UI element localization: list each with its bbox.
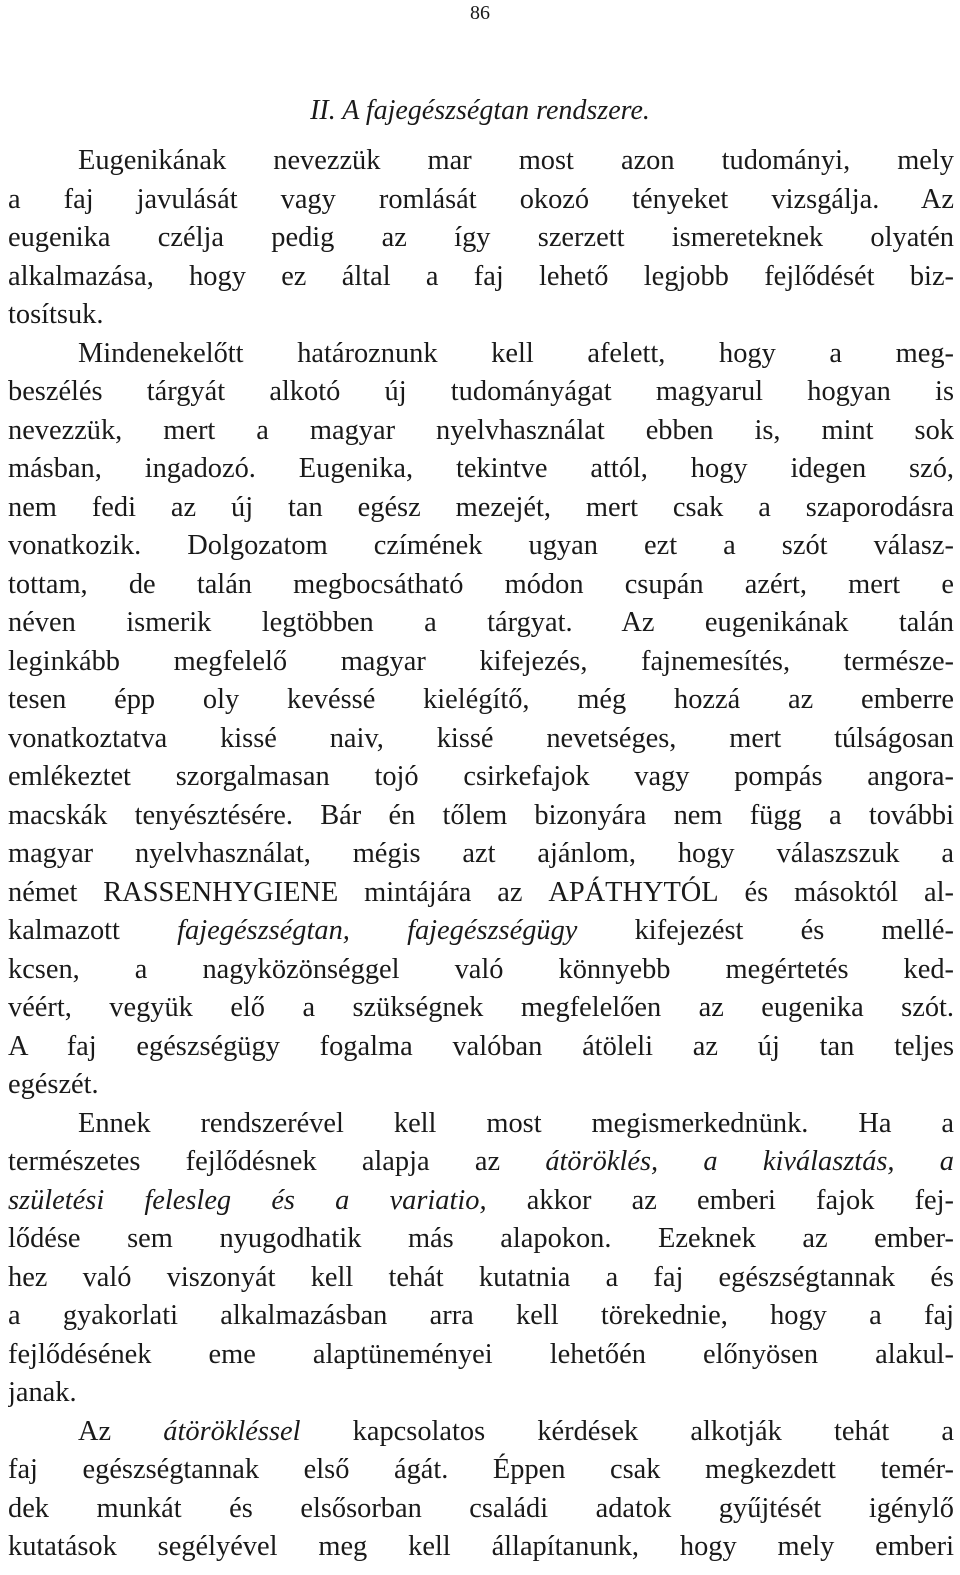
text-span: másban, ingadozó. Eugenika, tekintve attól, hogy idegen szó,: [8, 453, 954, 484]
text-line: [8, 1259, 954, 1298]
text-span: kutatások segélyével meg kell állapítanunk, hogy mely emberi: [8, 1531, 954, 1562]
text-span: kcsen, a nagyközönséggel való könnyebb megértetés ked-: [8, 953, 954, 985]
text-span: Ennek rendszerével kell most megismerkednünk. Ha a: [78, 1107, 954, 1139]
text-line: [8, 1528, 954, 1567]
text-span: természetes fejlődésnek alapja az: [8, 1146, 546, 1177]
text-line: [8, 643, 954, 682]
text-line: [8, 681, 954, 720]
text-span: vonatkoztatva kissé naiv, kissé nevetséges, mert túlságosan: [8, 722, 954, 754]
text-span: Eugenikának nevezzük mar most azon tudományi, mely: [78, 145, 954, 176]
text-span: kalmazott: [8, 915, 178, 946]
text-line: [8, 951, 954, 990]
small-caps-name: APÁTHYTÓL: [548, 876, 719, 908]
italic-term: fajegészségtan, fajegészségügy: [177, 915, 578, 946]
text-span: Az: [78, 1415, 164, 1447]
text-line: [8, 450, 954, 489]
text-line: [8, 835, 954, 874]
text-line: [8, 1451, 954, 1490]
text-span: a faj javulását vagy romlását okozó tényeket vizsgálja. Az: [8, 183, 954, 215]
text-line: [8, 373, 954, 412]
text-line: [8, 335, 954, 374]
text-span: fejlődésének eme alaptüneményei lehetőén előnyösen alakul-: [8, 1338, 954, 1370]
text-line: [8, 527, 954, 566]
small-caps-name: RASSENHYGIENE: [103, 876, 339, 908]
text-line: [8, 412, 954, 451]
text-line: [8, 1066, 954, 1105]
text-span: akkor az emberi fajok fej-: [486, 1184, 954, 1216]
text-span: tesen épp oly kevéssé kielégítő, még hozzá az emberre: [8, 684, 954, 715]
text-span: Mindenekelőtt határoznunk kell afelett, hogy a meg-: [78, 337, 954, 369]
text-span: a gyakorlati alkalmazásban arra kell törekednie, hogy a faj: [8, 1300, 954, 1331]
italic-term: születési felesleg és a variatio,: [8, 1184, 487, 1216]
text-line: [8, 1182, 954, 1221]
text-span: egészét.: [8, 1069, 99, 1100]
text-line: [8, 1220, 954, 1259]
text-span: véért, vegyük elő a szükségnek megfelelően az eugenika szót.: [8, 992, 954, 1023]
body-text: [8, 142, 954, 1567]
text-span: nem fedi az új tan egész mezejét, mert csak a szaporodásra: [8, 491, 954, 523]
text-line: [8, 1336, 954, 1375]
text-span: tosítsuk.: [8, 299, 104, 330]
text-line: [8, 181, 954, 220]
text-line: [8, 797, 954, 836]
text-line: [8, 1297, 954, 1336]
text-line: [8, 1105, 954, 1144]
text-span: kapcsolatos kérdések alkotják tehát a: [300, 1415, 954, 1447]
text-line: [8, 758, 954, 797]
text-span: beszélés tárgyát alkotó új tudományágat magyarul hogyan is: [8, 376, 954, 407]
text-span: leginkább megfelelő magyar kifejezés, fajnemesítés, természe-: [8, 645, 954, 677]
text-span: mintájára az: [338, 876, 549, 908]
text-span: és másoktól al-: [718, 876, 954, 908]
text-line: [8, 1143, 954, 1182]
text-span: emlékeztet szorgalmasan tojó csirkefajok vagy pompás angora-: [8, 761, 954, 792]
text-line: [8, 989, 954, 1028]
text-span: vonatkozik. Dolgozatom czímének ugyan ezt a szót válasz-: [8, 530, 954, 561]
text-span: kifejezést és mellé-: [577, 915, 954, 946]
text-span: dek munkát és elsősorban családi adatok gyűjtését igénylő: [8, 1492, 954, 1524]
text-line: [8, 1374, 954, 1413]
italic-term: átöröklés, a kiválasztás, a: [545, 1146, 954, 1177]
text-line: [8, 258, 954, 297]
text-span: eugenika czélja pedig az így szerzett ismereteknek olyatén: [8, 222, 954, 253]
italic-term: átörökléssel: [163, 1415, 301, 1447]
text-line: [8, 1413, 954, 1452]
text-line: [8, 720, 954, 759]
text-line: [8, 604, 954, 643]
text-span: alkalmazása, hogy ez által a faj lehető legjobb fejlődését biz-: [8, 260, 954, 292]
text-span: faj egészségtannak első ágát. Éppen csak megkezdett temér-: [8, 1454, 954, 1485]
page-number: 86: [470, 2, 490, 24]
text-line: [8, 912, 954, 951]
text-span: néven ismerik legtöbben a tárgyat. Az eugenikának talán: [8, 607, 954, 638]
text-span: macskák tenyésztésére. Bár én tőlem bizonyára nem függ a további: [8, 799, 954, 831]
text-span: nevezzük, mert a magyar nyelvhasználat ebben is, mint sok: [8, 414, 954, 446]
text-span: magyar nyelvhasználat, mégis azt ajánlom, hogy válaszszuk a: [8, 838, 954, 869]
text-line: [8, 1490, 954, 1529]
text-line: [8, 1028, 954, 1067]
text-span: tottam, de talán megbocsátható módon csupán azért, mert e: [8, 568, 954, 600]
text-line: [8, 142, 954, 181]
text-span: lődése sem nyugodhatik más alapokon. Ezeknek az ember-: [8, 1223, 954, 1254]
text-span: A faj egészségügy fogalma valóban átöleli az új tan teljes: [8, 1030, 954, 1062]
text-span: német: [8, 876, 104, 908]
text-line: [8, 219, 954, 258]
section-heading: II. A fajegészségtan rendszere.: [310, 95, 650, 126]
text-line: [8, 874, 954, 913]
text-span: janak.: [8, 1377, 77, 1408]
text-line: [8, 566, 954, 605]
text-line: [8, 489, 954, 528]
text-line: [8, 296, 954, 335]
text-span: hez való viszonyát kell tehát kutatnia a faj egészségtannak és: [8, 1261, 954, 1293]
